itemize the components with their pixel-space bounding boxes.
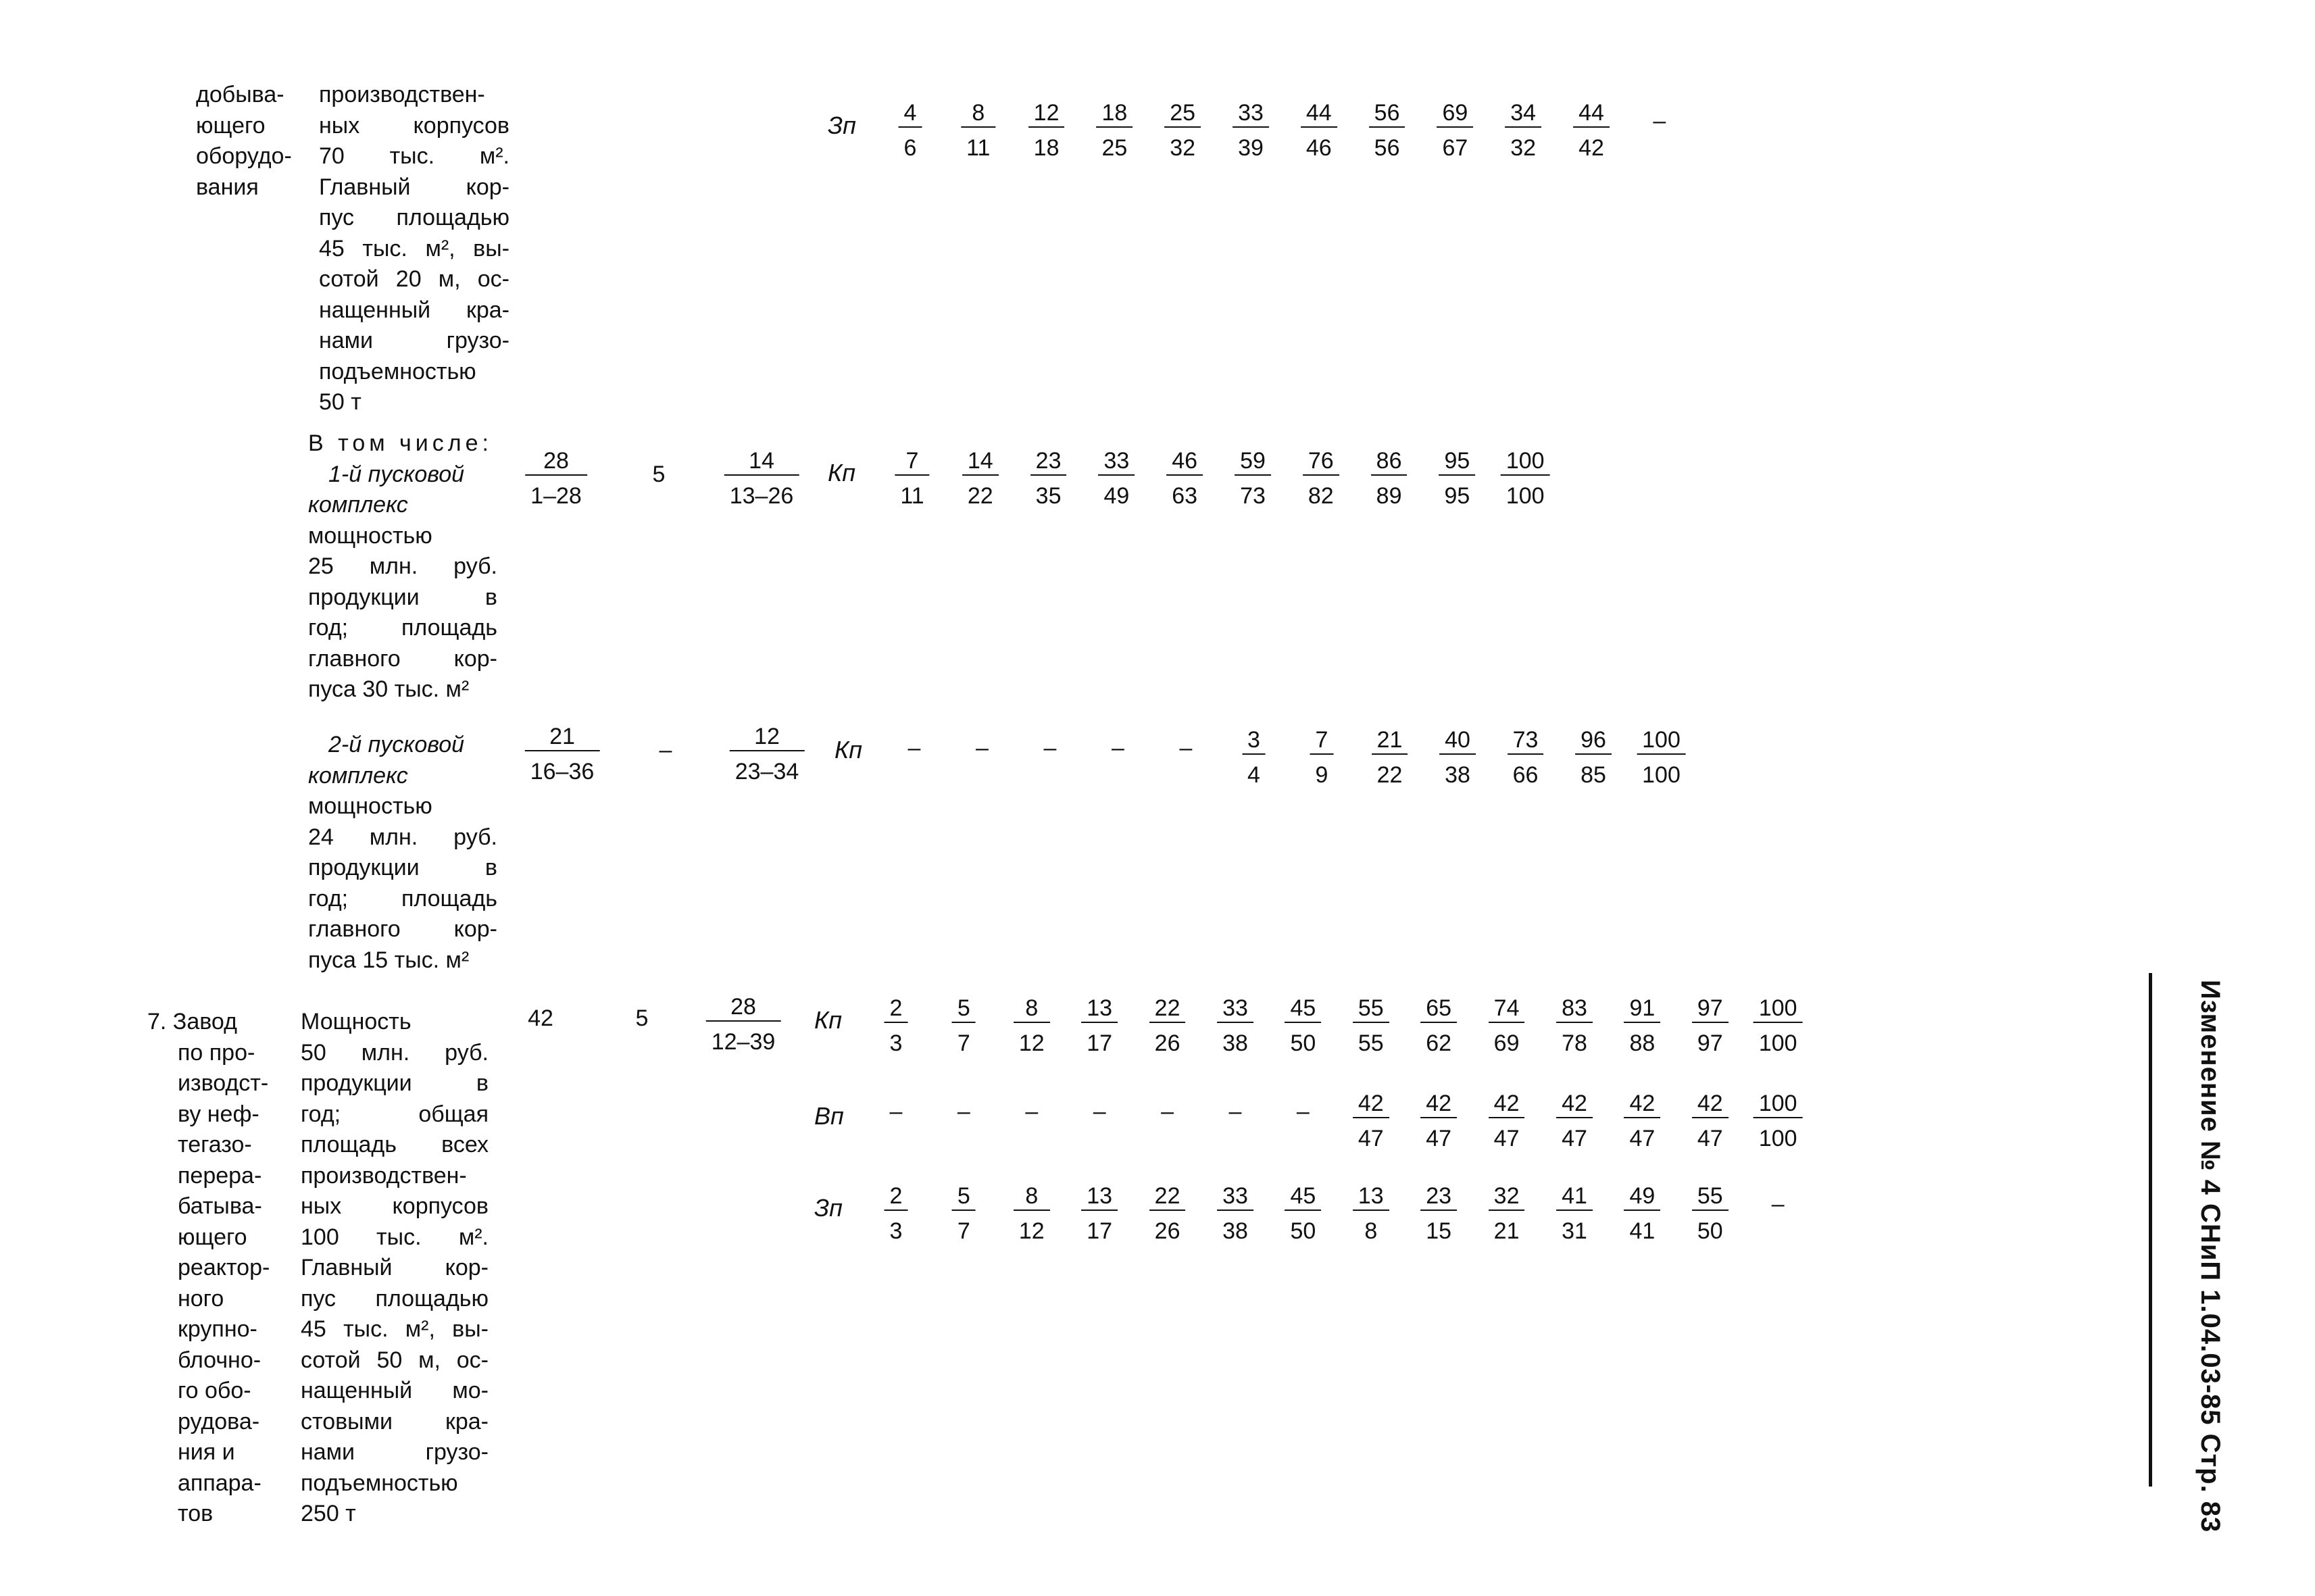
complex1-block bbox=[308, 428, 497, 705]
desc-line: Главный кор- bbox=[301, 1255, 489, 1280]
fraction-cell bbox=[1624, 995, 1660, 1057]
fraction-numerator: 46 bbox=[1166, 447, 1203, 476]
fraction-cell bbox=[1556, 1182, 1593, 1245]
desc-line: мощностью bbox=[308, 793, 432, 819]
fraction-cell bbox=[1081, 1182, 1118, 1245]
row-label-kp: Кп bbox=[828, 459, 856, 487]
fraction-numerator: 18 bbox=[1096, 99, 1132, 128]
desc-line: год; площадь bbox=[308, 885, 497, 912]
desc-line: ных корпусов bbox=[301, 1193, 489, 1219]
fraction-denominator: 73 bbox=[1240, 483, 1266, 509]
start-fraction bbox=[706, 993, 781, 1055]
fraction-numerator: 100 bbox=[1753, 1090, 1803, 1118]
fraction-denominator: 4 bbox=[1247, 762, 1260, 788]
fraction-numerator: 91 bbox=[1624, 995, 1660, 1023]
fraction-numerator: 14 bbox=[724, 447, 799, 476]
fraction-denominator: 63 bbox=[1172, 483, 1198, 509]
fraction-cell bbox=[1028, 99, 1065, 161]
fraction-denominator: 23–34 bbox=[735, 759, 799, 784]
desc-line: 45 тыс. м², вы- bbox=[301, 1316, 489, 1342]
fraction-cell bbox=[1753, 995, 1803, 1057]
fraction-cell bbox=[952, 1182, 976, 1245]
row-label-kp: Кп bbox=[814, 1006, 843, 1034]
fraction-numerator: 44 bbox=[1301, 99, 1337, 128]
fraction-numerator: 21 bbox=[1372, 726, 1408, 755]
fraction-cell bbox=[885, 995, 908, 1057]
fraction-cell bbox=[1285, 1182, 1321, 1245]
desc-line: производствен- bbox=[319, 82, 485, 107]
fraction-denominator: 47 bbox=[1426, 1126, 1452, 1151]
fraction-denominator: 22 bbox=[1376, 762, 1403, 788]
desc-line: стовыми кра- bbox=[301, 1408, 489, 1435]
fraction-cell bbox=[952, 995, 976, 1057]
fraction-denominator: 82 bbox=[1308, 483, 1334, 509]
desc-line: год; площадь bbox=[308, 615, 497, 641]
fraction-numerator: 33 bbox=[1217, 995, 1253, 1023]
desc-line: подъемностью bbox=[301, 1470, 458, 1496]
item7-name bbox=[147, 1007, 293, 1530]
fraction-denominator: 50 bbox=[1290, 1218, 1316, 1244]
desc-line: ных корпусов bbox=[319, 112, 509, 139]
fraction-numerator: 74 bbox=[1489, 995, 1525, 1023]
fraction-numerator: 69 bbox=[1437, 99, 1473, 128]
fraction-denominator: 13–26 bbox=[729, 483, 794, 509]
fraction-numerator: 5 bbox=[952, 995, 976, 1023]
fraction-numerator: 83 bbox=[1556, 995, 1593, 1023]
fraction-denominator: 38 bbox=[1222, 1030, 1248, 1056]
complex-title-line: 2-й пусковой bbox=[328, 732, 465, 757]
desc-line: 70 тыс. м². bbox=[319, 143, 509, 169]
fraction-denominator: 95 bbox=[1444, 483, 1470, 509]
fraction-denominator: 35 bbox=[1035, 483, 1062, 509]
row-label-zp: Зп bbox=[814, 1194, 843, 1222]
fraction-denominator: 85 bbox=[1580, 762, 1606, 788]
fraction-cell bbox=[1420, 1182, 1457, 1245]
fraction-numerator: 56 bbox=[1369, 99, 1405, 128]
cell-value: 5 bbox=[652, 462, 666, 487]
fraction-denominator: 8 bbox=[1364, 1218, 1378, 1244]
duration-value: 42 bbox=[528, 1005, 553, 1031]
fraction-cell bbox=[1575, 726, 1612, 789]
fraction-denominator: 17 bbox=[1087, 1030, 1113, 1056]
fraction-cell bbox=[1235, 447, 1271, 509]
cell-value: 5 bbox=[635, 1005, 649, 1031]
desc-line: пуса 15 тыс. м² bbox=[308, 947, 470, 973]
fraction-denominator: 100 bbox=[1505, 483, 1545, 509]
fraction-cell bbox=[1233, 99, 1269, 161]
fraction-denominator: 9 bbox=[1315, 762, 1328, 788]
fraction-denominator: 3 bbox=[889, 1030, 903, 1056]
fraction-denominator: 38 bbox=[1445, 762, 1470, 788]
fraction-numerator: 25 bbox=[1164, 99, 1201, 128]
fraction-numerator: 100 bbox=[1753, 995, 1803, 1023]
dash-cell: – bbox=[1296, 1099, 1310, 1124]
complex-title-line: 1-й пусковой bbox=[328, 461, 465, 487]
desc-line: нами грузо- bbox=[301, 1439, 489, 1465]
fraction-numerator: 8 bbox=[1014, 995, 1050, 1023]
fraction-numerator: 42 bbox=[1624, 1090, 1660, 1118]
fraction-numerator: 8 bbox=[961, 99, 995, 128]
fraction-cell bbox=[1372, 726, 1408, 789]
name-line: ния и bbox=[178, 1439, 235, 1465]
fraction-numerator: 13 bbox=[1081, 995, 1118, 1023]
name-line: по про- bbox=[178, 1039, 255, 1066]
desc-line: пус площадью bbox=[301, 1285, 489, 1312]
fraction-cell bbox=[1692, 1090, 1728, 1152]
duration-fraction bbox=[525, 447, 587, 509]
fraction-numerator: 41 bbox=[1556, 1182, 1593, 1211]
fraction-numerator: 7 bbox=[1310, 726, 1334, 755]
item7-description bbox=[301, 1007, 489, 1530]
fraction-cell bbox=[1501, 447, 1550, 509]
desc-line: нащенный кра- bbox=[319, 297, 509, 323]
fraction-denominator: 66 bbox=[1512, 762, 1539, 788]
fraction-denominator: 25 bbox=[1101, 135, 1128, 161]
fraction-cell bbox=[1149, 995, 1186, 1057]
desc-line: 45 тыс. м², вы- bbox=[319, 235, 509, 261]
fraction-cell bbox=[1692, 995, 1728, 1057]
fraction-cell bbox=[1439, 447, 1475, 509]
desc-line: площадь всех bbox=[301, 1132, 489, 1157]
fraction-cell bbox=[1505, 99, 1541, 161]
fraction-denominator: 50 bbox=[1697, 1218, 1723, 1244]
fraction-numerator: 4 bbox=[899, 99, 922, 128]
fraction-numerator: 55 bbox=[1692, 1182, 1728, 1211]
fraction-denominator: 88 bbox=[1629, 1030, 1656, 1056]
fraction-denominator: 26 bbox=[1154, 1218, 1180, 1244]
fraction-numerator: 40 bbox=[1439, 726, 1476, 755]
fraction-cell bbox=[1369, 99, 1405, 161]
complex-title-line: комплекс bbox=[308, 762, 408, 789]
dash-cell: – bbox=[1653, 108, 1666, 134]
fraction-numerator: 73 bbox=[1508, 726, 1544, 755]
fraction-numerator: 28 bbox=[525, 447, 587, 476]
dash-cell: – bbox=[957, 1099, 970, 1124]
complex2-block bbox=[308, 730, 497, 976]
fraction-numerator: 2 bbox=[885, 1182, 908, 1211]
fraction-denominator: 7 bbox=[957, 1218, 970, 1244]
fraction-cell bbox=[1637, 726, 1686, 789]
name-line: вания bbox=[196, 174, 259, 200]
name-line: изводст- bbox=[178, 1070, 269, 1096]
desc-line: мощностью bbox=[308, 522, 432, 549]
complex-title-line: комплекс bbox=[308, 492, 408, 518]
dash-cell: – bbox=[1771, 1191, 1785, 1217]
fraction-cell bbox=[1285, 995, 1321, 1057]
fraction-numerator: 86 bbox=[1371, 447, 1408, 476]
name-line: го обо- bbox=[178, 1378, 251, 1403]
fraction-denominator: 89 bbox=[1376, 483, 1402, 509]
fraction-denominator: 22 bbox=[967, 483, 993, 509]
fraction-denominator: 32 bbox=[1170, 135, 1196, 161]
fraction-numerator: 13 bbox=[1081, 1182, 1118, 1211]
intro-label: В том числе: bbox=[308, 430, 493, 456]
fraction-cell bbox=[1217, 995, 1253, 1057]
fraction-denominator: 39 bbox=[1238, 135, 1264, 161]
desc-line: нащенный мо- bbox=[301, 1378, 489, 1403]
name-line: ного bbox=[178, 1285, 224, 1312]
desc-line: 250 т bbox=[301, 1501, 356, 1526]
fraction-numerator: 100 bbox=[1637, 726, 1686, 755]
desc-line: нами грузо- bbox=[319, 328, 509, 353]
dash-cell: – bbox=[907, 735, 921, 761]
fraction-numerator: 7 bbox=[895, 447, 929, 476]
fraction-denominator: 12 bbox=[1018, 1030, 1045, 1056]
fraction-cell bbox=[1014, 995, 1050, 1057]
fraction-denominator: 49 bbox=[1103, 483, 1130, 509]
fraction-cell bbox=[1624, 1182, 1660, 1245]
fraction-numerator: 34 bbox=[1505, 99, 1541, 128]
desc-line: сотой 20 м, ос- bbox=[319, 266, 509, 292]
fraction-numerator: 59 bbox=[1235, 447, 1271, 476]
row-label-vp: Вп bbox=[814, 1102, 844, 1130]
fraction-cell bbox=[1353, 995, 1389, 1057]
row-label-zp: Зп bbox=[828, 111, 856, 139]
fraction-denominator: 50 bbox=[1290, 1030, 1316, 1056]
fraction-cell bbox=[1692, 1182, 1728, 1245]
dash-cell: – bbox=[1228, 1099, 1242, 1124]
fraction-numerator: 12 bbox=[1028, 99, 1065, 128]
fraction-cell bbox=[1489, 1182, 1525, 1245]
fraction-denominator: 97 bbox=[1697, 1030, 1723, 1056]
fraction-denominator: 62 bbox=[1426, 1030, 1452, 1056]
fraction-numerator: 28 bbox=[706, 993, 781, 1022]
fraction-cell bbox=[885, 1182, 908, 1245]
fraction-cell bbox=[1014, 1182, 1050, 1245]
desc-line: подъемностью bbox=[319, 358, 476, 384]
fraction-denominator: 38 bbox=[1222, 1218, 1248, 1244]
start-fraction bbox=[724, 447, 799, 509]
dash-cell: – bbox=[1112, 735, 1124, 761]
fraction-numerator: 22 bbox=[1149, 995, 1186, 1023]
desc-line: Мощность bbox=[301, 1009, 412, 1034]
dash-cell: – bbox=[1161, 1099, 1174, 1124]
desc-line: пуса 30 тыс. м² bbox=[308, 676, 470, 702]
sidebar-caption: Изменение № 4 СНиП 1.04.03-85 Стр. 83 bbox=[2195, 980, 2225, 1533]
fraction-numerator: 13 bbox=[1353, 1182, 1389, 1211]
fraction-denominator: 78 bbox=[1562, 1030, 1587, 1056]
fraction-numerator: 23 bbox=[1030, 447, 1067, 476]
dash-cell: – bbox=[1093, 1099, 1106, 1124]
fraction-denominator: 47 bbox=[1697, 1126, 1723, 1151]
fraction-denominator: 1–28 bbox=[530, 483, 582, 509]
fraction-numerator: 45 bbox=[1285, 1182, 1321, 1211]
dash-cell: – bbox=[889, 1099, 903, 1124]
fraction-cell bbox=[962, 447, 999, 509]
fraction-numerator: 65 bbox=[1420, 995, 1457, 1023]
fraction-cell bbox=[1030, 447, 1067, 509]
fraction-denominator: 100 bbox=[1758, 1126, 1797, 1151]
fraction-denominator: 47 bbox=[1358, 1126, 1384, 1151]
fraction-denominator: 15 bbox=[1426, 1218, 1452, 1244]
cell-value: – bbox=[659, 737, 672, 763]
fraction-numerator: 5 bbox=[952, 1182, 976, 1211]
fraction-cell bbox=[899, 99, 922, 161]
fraction-denominator: 46 bbox=[1305, 135, 1332, 161]
fraction-numerator: 33 bbox=[1098, 447, 1135, 476]
name-line: рудова- bbox=[178, 1408, 260, 1435]
name-line: блочно- bbox=[178, 1347, 262, 1373]
desc-line: 50 млн. руб. bbox=[301, 1039, 489, 1066]
desc-line: 24 млн. руб. bbox=[308, 824, 497, 850]
fraction-cell bbox=[1489, 1090, 1525, 1152]
fraction-cell bbox=[1556, 995, 1593, 1057]
name-line: ющего bbox=[178, 1224, 247, 1250]
desc-line: главного кор- bbox=[308, 645, 497, 672]
section6-name bbox=[196, 80, 318, 203]
fraction-cell bbox=[961, 99, 995, 161]
desc-line: главного кор- bbox=[308, 916, 497, 942]
row-label-kp: Кп bbox=[835, 736, 863, 764]
fraction-cell bbox=[1353, 1182, 1389, 1245]
duration-fraction bbox=[525, 723, 600, 785]
fraction-cell bbox=[1353, 1090, 1389, 1152]
fraction-denominator: 47 bbox=[1493, 1126, 1520, 1151]
dash-cell: – bbox=[976, 735, 989, 761]
fraction-cell bbox=[895, 447, 929, 509]
fraction-cell bbox=[1217, 1182, 1253, 1245]
fraction-denominator: 3 bbox=[889, 1218, 903, 1244]
name-line: добыва- bbox=[196, 82, 284, 107]
fraction-denominator: 17 bbox=[1087, 1218, 1113, 1244]
fraction-numerator: 76 bbox=[1303, 447, 1339, 476]
fraction-numerator: 49 bbox=[1624, 1182, 1660, 1211]
desc-line: год; общая bbox=[301, 1101, 489, 1127]
section6-description bbox=[319, 80, 509, 418]
name-line: ву неф- bbox=[178, 1101, 259, 1127]
dash-cell: – bbox=[1043, 735, 1057, 761]
fraction-numerator: 8 bbox=[1014, 1182, 1050, 1211]
fraction-denominator: 55 bbox=[1358, 1030, 1384, 1056]
desc-line: продукции в bbox=[308, 855, 497, 880]
fraction-cell bbox=[1371, 447, 1408, 509]
fraction-denominator: 18 bbox=[1033, 135, 1060, 161]
desc-line: продукции в bbox=[308, 584, 497, 610]
desc-line: пус площадью bbox=[319, 205, 509, 230]
desc-line: Главный кор- bbox=[319, 174, 509, 200]
desc-line: 100 тыс. м². bbox=[301, 1224, 489, 1250]
desc-line: 25 млн. руб. bbox=[308, 553, 497, 579]
desc-line: сотой 50 м, ос- bbox=[301, 1347, 489, 1373]
start-fraction bbox=[730, 723, 805, 785]
fraction-numerator: 45 bbox=[1285, 995, 1321, 1023]
fraction-denominator: 12–39 bbox=[711, 1029, 776, 1055]
fraction-denominator: 100 bbox=[1642, 762, 1681, 788]
fraction-cell bbox=[1508, 726, 1544, 789]
fraction-numerator: 2 bbox=[885, 995, 908, 1023]
fraction-denominator: 7 bbox=[957, 1030, 970, 1056]
fraction-numerator: 42 bbox=[1420, 1090, 1457, 1118]
dash-cell: – bbox=[1179, 735, 1193, 761]
fraction-denominator: 41 bbox=[1629, 1218, 1656, 1244]
fraction-cell bbox=[1556, 1090, 1593, 1152]
fraction-denominator: 16–36 bbox=[530, 759, 595, 784]
name-line: батыва- bbox=[178, 1193, 262, 1219]
fraction-cell bbox=[1753, 1090, 1803, 1152]
fraction-denominator: 11 bbox=[900, 483, 924, 509]
fraction-cell bbox=[1624, 1090, 1660, 1152]
fraction-denominator: 42 bbox=[1578, 135, 1604, 161]
fraction-cell bbox=[1096, 99, 1132, 161]
fraction-numerator: 3 bbox=[1242, 726, 1266, 755]
name-line: 7. Завод bbox=[147, 1009, 237, 1034]
fraction-cell bbox=[1439, 726, 1476, 789]
fraction-cell bbox=[1242, 726, 1266, 789]
fraction-numerator: 97 bbox=[1692, 995, 1728, 1023]
fraction-cell bbox=[1301, 99, 1337, 161]
desc-line: производствен- bbox=[301, 1162, 467, 1189]
fraction-numerator: 95 bbox=[1439, 447, 1475, 476]
fraction-numerator: 42 bbox=[1489, 1090, 1525, 1118]
fraction-denominator: 69 bbox=[1493, 1030, 1520, 1056]
desc-line: продукции в bbox=[301, 1070, 489, 1096]
fraction-numerator: 12 bbox=[730, 723, 805, 751]
fraction-numerator: 44 bbox=[1573, 99, 1610, 128]
fraction-denominator: 100 bbox=[1758, 1030, 1797, 1056]
name-line: крупно- bbox=[178, 1316, 257, 1342]
fraction-denominator: 67 bbox=[1442, 135, 1468, 161]
fraction-numerator: 42 bbox=[1692, 1090, 1728, 1118]
fraction-denominator: 47 bbox=[1562, 1126, 1587, 1151]
name-line: оборудо- bbox=[196, 143, 292, 169]
fraction-denominator: 47 bbox=[1629, 1126, 1656, 1151]
fraction-denominator: 26 bbox=[1154, 1030, 1180, 1056]
fraction-numerator: 33 bbox=[1217, 1182, 1253, 1211]
fraction-cell bbox=[1166, 447, 1203, 509]
fraction-cell bbox=[1489, 995, 1525, 1057]
fraction-numerator: 33 bbox=[1233, 99, 1269, 128]
fraction-cell bbox=[1437, 99, 1473, 161]
fraction-denominator: 6 bbox=[903, 135, 917, 161]
fraction-denominator: 31 bbox=[1562, 1218, 1587, 1244]
fraction-numerator: 21 bbox=[525, 723, 600, 751]
fraction-numerator: 32 bbox=[1489, 1182, 1525, 1211]
name-line: перера- bbox=[178, 1162, 262, 1189]
fraction-numerator: 42 bbox=[1353, 1090, 1389, 1118]
fraction-cell bbox=[1081, 995, 1118, 1057]
fraction-cell bbox=[1420, 1090, 1457, 1152]
fraction-cell bbox=[1164, 99, 1201, 161]
fraction-numerator: 100 bbox=[1501, 447, 1550, 476]
fraction-denominator: 12 bbox=[1018, 1218, 1045, 1244]
fraction-numerator: 55 bbox=[1353, 995, 1389, 1023]
fraction-numerator: 22 bbox=[1149, 1182, 1186, 1211]
fraction-numerator: 14 bbox=[962, 447, 999, 476]
name-line: реактор- bbox=[178, 1255, 270, 1280]
name-line: тов bbox=[178, 1501, 214, 1526]
fraction-cell bbox=[1303, 447, 1339, 509]
fraction-cell bbox=[1420, 995, 1457, 1057]
fraction-cell bbox=[1098, 447, 1135, 509]
fraction-denominator: 21 bbox=[1493, 1218, 1520, 1244]
name-line: ющего bbox=[196, 112, 266, 139]
fraction-numerator: 96 bbox=[1575, 726, 1612, 755]
fraction-denominator: 56 bbox=[1374, 135, 1400, 161]
fraction-numerator: 42 bbox=[1556, 1090, 1593, 1118]
fraction-cell bbox=[1573, 99, 1610, 161]
fraction-denominator: 11 bbox=[966, 135, 991, 161]
name-line: аппара- bbox=[178, 1470, 262, 1496]
fraction-denominator: 32 bbox=[1510, 135, 1537, 161]
fraction-numerator: 23 bbox=[1420, 1182, 1457, 1211]
desc-line: 50 т bbox=[319, 389, 362, 415]
fraction-cell bbox=[1310, 726, 1334, 789]
fraction-cell bbox=[1149, 1182, 1186, 1245]
name-line: тегазо- bbox=[178, 1132, 252, 1157]
dash-cell: – bbox=[1025, 1099, 1039, 1124]
